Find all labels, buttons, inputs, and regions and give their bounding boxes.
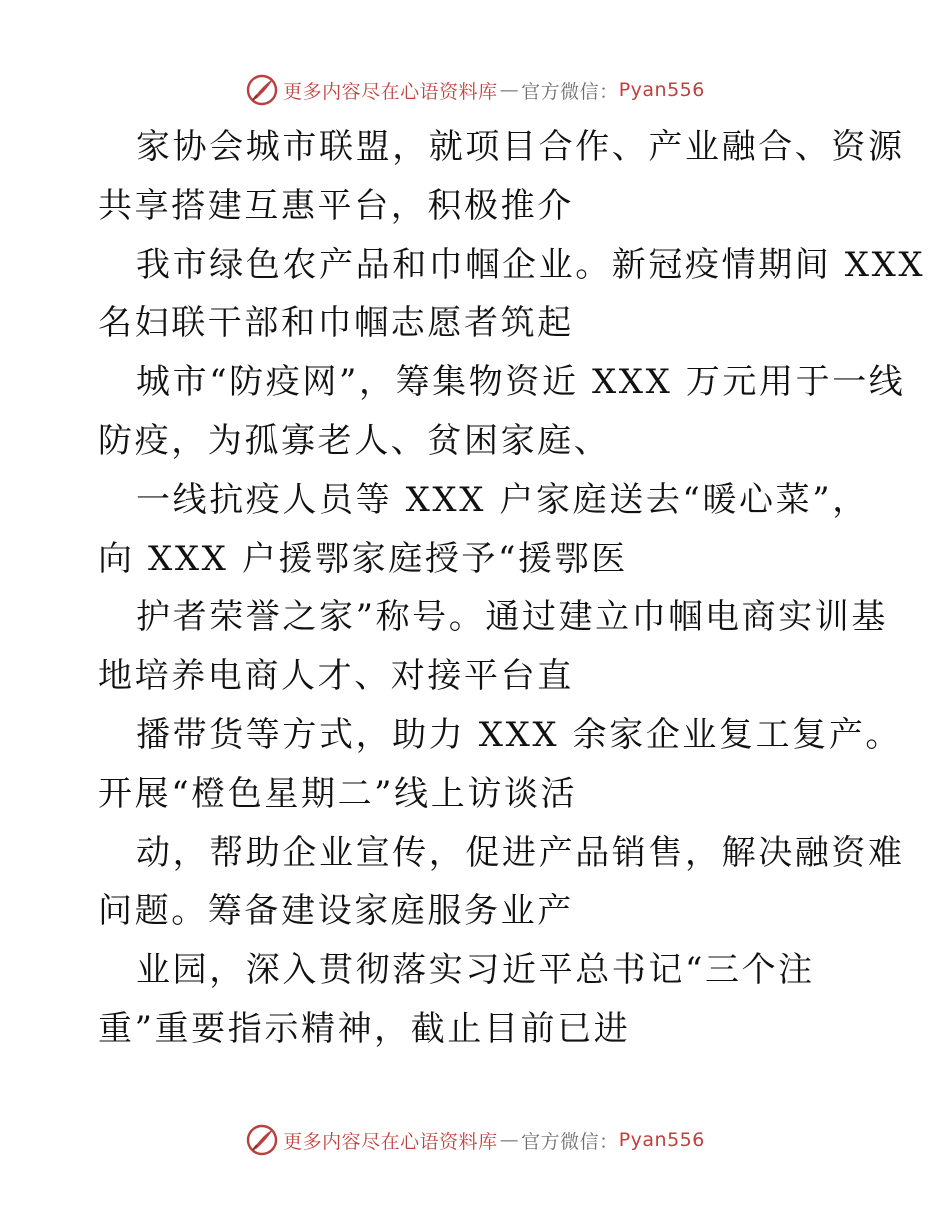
body-line: 城市“防疫网”，筹集物资近 XXX 万元用于一线 (136, 362, 906, 403)
watermark-account-text: Pyan556 (618, 79, 705, 101)
body-line: 问题。筹备建设家庭服务业产 (98, 891, 574, 932)
body-line: 共享搭建互惠平台，积极推介 (98, 185, 574, 226)
document-body (98, 118, 926, 1059)
body-line: 一线抗疫人员等 XXX 户家庭送去“暖心菜”， (136, 479, 869, 520)
watermark-primary-text: 更多内容尽在心语资料库 (283, 1130, 498, 1153)
watermark-account-text: Pyan556 (618, 1129, 705, 1151)
body-line: 防疫，为孤寡老人、贫困家庭、 (98, 420, 611, 461)
watermark-secondary-text: 官方微信： (521, 1130, 619, 1153)
body-line: 重”重要指示精神，截止目前已进 (98, 1008, 631, 1049)
body-line: 开展“橙色星期二”线上访谈活 (98, 773, 578, 814)
watermark-primary-text: 更多内容尽在心语资料库 (283, 80, 498, 103)
body-line: 家协会城市联盟，就项目合作、产业融合、资源 (136, 127, 905, 167)
body-line: 名妇联干部和巾帼志愿者筑起 (98, 303, 574, 344)
body-line: 播带货等方式，助力 XXX 余家企业复工复产。 (136, 714, 903, 755)
watermark-separator: — (499, 79, 520, 101)
watermark-secondary-text: 官方微信： (521, 80, 619, 103)
watermark-separator: — (499, 1129, 520, 1151)
body-line: 动，帮助企业宣传，促进产品销售，解决融资难 (136, 832, 905, 873)
quill-logo-icon (245, 73, 279, 107)
header-watermark (0, 70, 950, 110)
body-line: 护者荣誉之家”称号。通过建立巾帼电商实训基 (136, 597, 888, 638)
footer-watermark (0, 1120, 950, 1160)
body-line: 我市绿色农产品和巾帼企业。新冠疫情期间 XXX (136, 244, 926, 285)
quill-logo-icon (245, 1123, 279, 1157)
body-line: 业园，深入贯彻落实习近平总书记“三个注 (136, 950, 815, 991)
body-line: 地培养电商人才、对接平台直 (98, 656, 574, 697)
body-line: 向 XXX 户援鄂家庭授予“援鄂医 (98, 538, 628, 579)
